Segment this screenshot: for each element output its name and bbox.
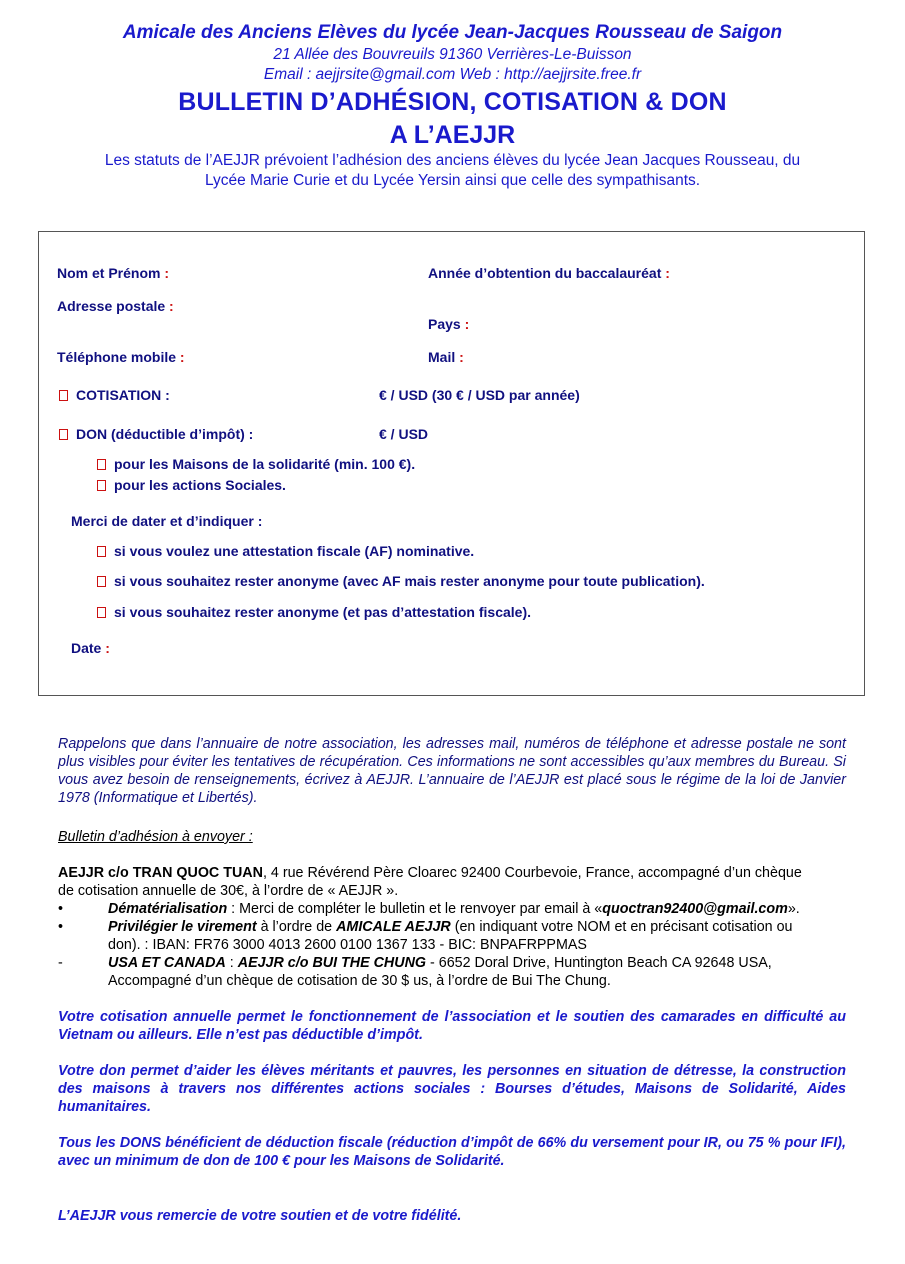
solidarity-checkbox[interactable] (97, 459, 106, 470)
dematerialisation-item: • Dématérialisation : Merci de compléter le bulletin et le renvoyer par email à «quoctran92400@gmail.com». (58, 901, 800, 917)
cotisation-unit: € / USD (30 € / USD par année) (379, 387, 580, 403)
page-title-line2: A L’AEJJR (389, 121, 516, 149)
cotisation-notice: Votre cotisation annuelle permet le fonctionnement de l’association et le soutien des camarades en difficulté au Vietnam ou ailleurs. Elle n’est pas déductible d’impôt. (58, 1009, 846, 1043)
usa-canada-item: - USA ET CANADA : AEJJR c/o BUI THE CHUNG - 6652 Doral Drive, Huntington Beach CA 92648 USA, Accompagné d’un chèque de cotisation de 30 $ us, à l’ordre de Bui The Chung. (58, 955, 772, 989)
af-nominative-checkbox[interactable] (97, 546, 106, 557)
don-checkbox[interactable] (59, 429, 68, 440)
iban-text: don). : IBAN: FR76 3000 4013 2600 0100 1367 133 - BIC: BNPAFRPPMAS (108, 937, 587, 953)
social-checkbox[interactable] (97, 480, 106, 491)
privacy-notice: Rappelons que dans l’annuaire de notre association, les adresses mail, numéros de téléphone et adresse postale ne sont plus visibles pour éviter les tentatives de récupération. Ces informations ne sont accessibles qu’aux membres du Bureau. Si vous avez besoin de renseignements, écrivez à AEJJR. L’annuaire de l’AEJJR est placé sous le régime de la loi de Janvier 1978 (Informatique et Libertés). (58, 736, 846, 806)
organization-name: Amicale des Anciens Elèves du lycée Jean-Jacques Rousseau de Saigon (122, 22, 783, 43)
anonymous-af-checkbox[interactable] (97, 576, 106, 587)
page-title: BULLETIN D’ADHÉSION, COTISATION & DON (178, 88, 727, 116)
organization-contact: Email : aejjrsite@gmail.com Web : http://aejjrsite.free.fr (263, 66, 642, 83)
country-field[interactable]: Pays : (428, 316, 470, 332)
don-social-option[interactable]: pour les actions Sociales. (97, 477, 286, 493)
phone-field[interactable]: Téléphone mobile : (57, 349, 185, 365)
send-address: AEJJR c/o TRAN QUOC TUAN, 4 rue Révérend Père Cloarec 92400 Courbevoie, France, accompagné d’un chèque (58, 865, 802, 881)
tax-notice: Tous les DONS bénéficient de déduction fiscale (réduction d’impôt de 66% du versement pour IR, ou 75 % pour IFI), avec un minimum de don de 100 € pour les Maisons de Solidarité. (58, 1135, 846, 1169)
organization-address: 21 Allée des Bouvreuils 91360 Verrières-Le-Buisson (273, 46, 632, 63)
cotisation-checkbox[interactable] (59, 390, 68, 401)
send-address-line2: de cotisation annuelle de 30€, à l’ordre de « AEJJR ». (58, 883, 399, 899)
af-nominative-option[interactable]: si vous voulez une attestation fiscale (AF) nominative. (97, 543, 474, 559)
name-field[interactable]: Nom et Prénom : (57, 265, 170, 281)
bac-year-field[interactable]: Année d’obtention du baccalauréat : (428, 265, 670, 281)
don-solidarity-option[interactable]: pour les Maisons de la solidarité (min. 100 €). (97, 456, 415, 472)
anonymous-af-option[interactable]: si vous souhaitez rester anonyme (avec AF mais rester anonyme pour toute publication). (97, 573, 705, 589)
don-unit: € / USD (379, 426, 429, 442)
contact-email-link[interactable]: quoctran92400@gmail.com (602, 901, 788, 917)
thanks-text: L’AEJJR vous remercie de votre soutien et de votre fidélité. (58, 1208, 462, 1224)
date-field[interactable]: Date : (71, 640, 110, 656)
cotisation-option[interactable]: COTISATION : (59, 387, 170, 403)
intro-text: Les statuts de l’AEJJR prévoient l’adhésion des anciens élèves du lycée Jean Jacques Rousseau, du (104, 152, 801, 169)
anonymous-no-af-checkbox[interactable] (97, 607, 106, 618)
date-instruction: Merci de dater et d’indiquer : (71, 513, 263, 529)
send-heading: Bulletin d’adhésion à envoyer : (58, 829, 253, 845)
don-option[interactable]: DON (déductible d’impôt) : (59, 426, 253, 442)
mail-field[interactable]: Mail : (428, 349, 464, 365)
usa-check-text: Accompagné d’un chèque de cotisation de 30 $ us, à l’ordre de Bui The Chung. (108, 973, 611, 989)
virement-item: • Privilégier le virement à l’ordre de AMICALE AEJJR (en indiquant votre NOM et en précisant cotisation ou don). : IBAN: FR76 3000 4013 2600 0100 1367 133 - BIC: BNPAFRPPMAS (58, 919, 793, 953)
address-field[interactable]: Adresse postale : (57, 298, 174, 314)
don-notice: Votre don permet d’aider les élèves méritants et pauvres, les personnes en situation de détresse, la construction des maisons à travers nos différentes actions sociales : Bourses d’études, Maisons de Solidarité, Aides humanitaires. (58, 1063, 846, 1115)
anonymous-no-af-option[interactable]: si vous souhaitez rester anonyme (et pas d’attestation fiscale). (97, 604, 531, 620)
intro-text-line2: Lycée Marie Curie et du Lycée Yersin ainsi que celle des sympathisants. (204, 172, 701, 189)
